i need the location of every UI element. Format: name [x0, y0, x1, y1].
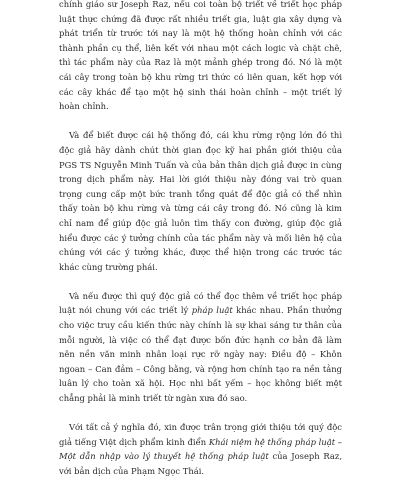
paragraph-4-text-a: Với tất cả ý nghĩa đó, xin được trân trọng giới thiệu tới quý độc giả tiếng Việt dịch phẩm kinh điển: [59, 422, 342, 447]
paragraph-4-italic-title: Khái niệm hệ thống pháp luật – Một dẫn nhập vào lý thuyết hệ thống pháp luật: [59, 436, 342, 462]
paragraph-1: [59, 0, 342, 114]
paragraph-3-text-b: khác nhau. Phần thưởng cho việc truy cầu kiến thức này chính là sự khai sáng tư thân của mỗi người, là việc có thể đạt được bốn đức hạnh cơ bản đã làm nên nền văn minh nhân loại rực rỡ ngày nay: Điều độ – Khôn ngoan – Can đảm – Công bằng, và rộng hơn chính tạo ra nền tảng luân lý cho toàn xã hội. Học nhi bất yếm – học không biết mệt chẳng phải là minh triết từ ngàn xưa đó sao.: [59, 305, 343, 404]
paragraph-3-italic: pháp luật: [191, 305, 233, 316]
body-text: [59, 0, 342, 493]
paragraph-3: [59, 289, 342, 406]
paragraph-4-text-b: của Joseph Raz, với bản dịch của Phạm Ngọc Thái.: [59, 451, 342, 476]
paragraph-3-text-a: Và nếu được thì quý độc giả có thể đọc thêm về triết học pháp luật nói chung với các triết lý: [59, 290, 342, 316]
paragraph-1-text: chính giáo sư Joseph Raz, nếu coi toàn bộ triết về triết học pháp luật thực chứng đã được rất nhiều triết gia, luật gia xây dựng và phát triển từ trước tới nay là một hệ thống hoàn chỉnh với các thành phần cụ thể, liên kết với nhau một cách logic và chặt chẽ, thì tác phẩm này của Raz là một mảnh ghép trong đó. Nó là một cái cây trong toàn bộ khu rừng tri thức có liên quan, kết hợp với các cây khác để tạo một hệ sinh thái hoàn chỉnh – một triết lý hoàn chỉnh.: [59, 0, 342, 112]
paragraph-2: [59, 128, 342, 274]
paragraph-2-text: Và để biết được cái hệ thống đó, cái khu rừng rộng lớn đó thì độc giả hãy dành chút thời gian đọc kỹ hai phần giới thiệu của PGS TS Nguyễn Minh Tuấn và của bản thân dịch giả được in cùng trong dịch phẩm này. Hai lời giới thiệu này đóng vai trò quan trọng cung cấp một bức tranh tổng quát để độc giả có thể nhìn thấy toàn bộ khu rừng và từng cái cây trong đó. Nó cũng là kim chỉ nam để giúp độc giả luôn tìm thấy con đường, giúp độc giả hiểu được các ý tưởng chính của tác phẩm này và mối liên hệ của chúng với các ý tưởng khác, được thể hiện trong các trước tác khác cùng trường phái.: [59, 130, 342, 272]
paragraph-4: [59, 420, 342, 478]
